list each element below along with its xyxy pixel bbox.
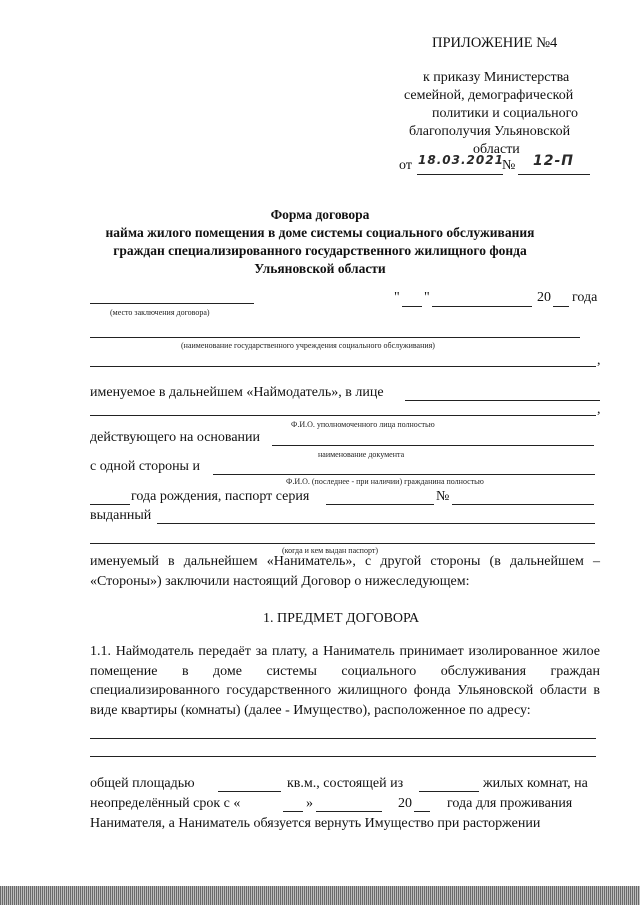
issued-field-2 — [90, 543, 595, 544]
appendix-from-label: от — [399, 158, 412, 173]
indef-year-prefix: 20 — [398, 796, 412, 811]
issued-field — [157, 523, 595, 524]
heading-line-4: Ульяновской области — [254, 261, 386, 276]
citizen-field — [213, 474, 595, 475]
appendix-num-label: № — [502, 158, 516, 173]
rooms-text: жилых комнат, на — [483, 776, 588, 791]
appendix-num-line — [518, 174, 590, 175]
date-month-field — [432, 306, 532, 307]
basis-doc-field — [272, 445, 594, 446]
institution-comma: , — [597, 353, 601, 368]
passport-number-field — [452, 504, 594, 505]
date-quote-close: " — [424, 290, 430, 305]
doc-caption: наименование документа — [318, 450, 405, 459]
indef-day-field — [283, 811, 303, 812]
indef-text: неопределённый срок с « — [90, 796, 241, 811]
indef-year-field — [414, 811, 430, 812]
address-field-1 — [90, 738, 596, 739]
appendix-date-line — [417, 174, 503, 175]
passport-num-sign: № — [436, 489, 450, 504]
one-side-text: с одной стороны и — [90, 459, 200, 474]
institution-field — [90, 337, 580, 338]
area-unit: кв.м., состоящей из — [287, 776, 404, 791]
passport-series-field — [326, 504, 434, 505]
landlord-text: именуемое в дальнейшем «Наймодатель», в лице — [90, 385, 384, 400]
heading-line-2: найма жилого помещения в доме системы социального обслуживания — [105, 225, 535, 240]
appendix-title: ПРИЛОЖЕНИЕ №4 — [432, 35, 558, 51]
date-year-prefix: 20 — [537, 290, 551, 305]
place-field — [90, 303, 254, 304]
issued-text: выданный — [90, 508, 152, 523]
issued-caption: (когда и кем выдан паспорт) — [282, 546, 379, 555]
acting-text: действующего на основании — [90, 430, 261, 445]
section-1-paragraph-1: 1.1. Наймодатель передаёт за плату, а Наниматель принимает изолированное жилое помещение в доме системы социального обслуживания граждан специализированного государственного жилищного фонда Ульяновской области в виде квартиры (комнаты) (далее - Имущество), расположенное по адресу: — [90, 644, 600, 718]
date-day-field — [402, 306, 422, 307]
birth-text: года рождения, паспорт серия — [131, 489, 310, 504]
birth-year-field — [90, 504, 130, 505]
indef-mid: » — [306, 796, 313, 811]
date-year-field — [553, 306, 569, 307]
appendix-line-5: области — [473, 142, 520, 157]
appendix-line-1: к приказу Министерства — [423, 70, 570, 85]
appendix-line-2: семейной, демографической — [404, 88, 574, 103]
indef-year-suffix: года для проживания — [447, 796, 573, 811]
section-1-last-line: Нанимателя, а Наниматель обязуется вернуть Имущество при расторжении — [90, 816, 541, 831]
institution-field-2 — [90, 366, 596, 367]
citizen-caption: Ф.И.О. (последнее - при наличии) гражданина полностью — [286, 477, 484, 486]
rooms-field — [419, 791, 479, 792]
landlord-comma: , — [597, 402, 601, 417]
date-quote-open: " — [394, 290, 400, 305]
institution-caption: (наименование государственного учреждения социального обслуживания) — [181, 341, 435, 350]
landlord-person-field-2 — [90, 415, 596, 416]
fio-caption: Ф.И.О. уполномоченного лица полностью — [291, 420, 435, 429]
appendix-line-4: благополучия Ульяновской — [409, 124, 571, 139]
heading-line-3: граждан специализированного государственного жилищного фонда — [113, 243, 527, 258]
tenant-paragraph: именуемый в дальнейшем «Наниматель», с другой стороны (в дальнейшем – «Стороны») заключили настоящий Договор о нижеследующем: — [90, 554, 600, 589]
area-field — [218, 791, 281, 792]
heading-line-1: Форма договора — [270, 207, 370, 222]
date-year-suffix: года — [572, 290, 598, 305]
appendix-line-3: политики и социального — [432, 106, 578, 121]
area-label: общей площадью — [90, 776, 195, 791]
indef-month-field — [316, 811, 382, 812]
appendix-date-handwritten: 18.03.2021 — [418, 153, 504, 167]
place-caption: (место заключения договора) — [110, 308, 210, 317]
address-field-2 — [90, 756, 596, 757]
landlord-person-field — [405, 400, 600, 401]
appendix-num-handwritten: 12-П — [533, 153, 575, 169]
scan-border — [0, 886, 640, 905]
section-1-title: 1. ПРЕДМЕТ ДОГОВОРА — [263, 611, 420, 626]
